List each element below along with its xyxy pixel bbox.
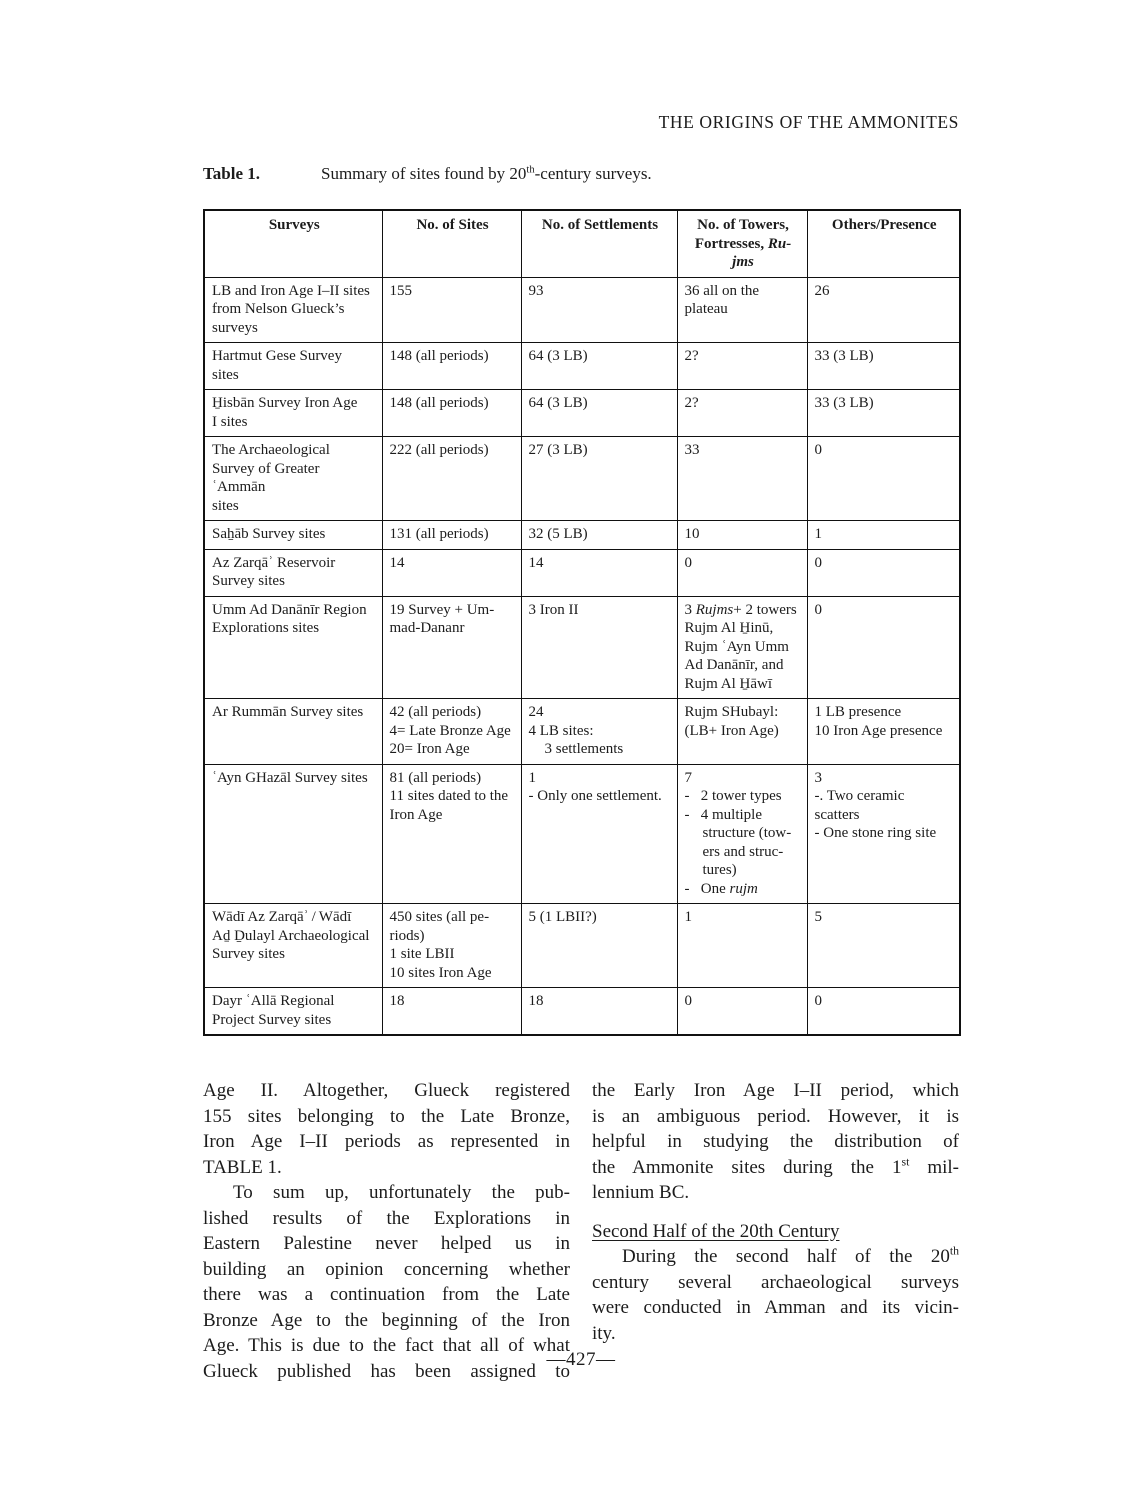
table-cell: 93 xyxy=(521,277,677,343)
table-cell: 32 (5 LB) xyxy=(521,521,677,550)
table-cell: Ar Rummān Survey sites xyxy=(204,699,382,765)
table-body xyxy=(204,277,960,1035)
column-header: Surveys xyxy=(204,210,382,277)
table-row xyxy=(204,277,960,343)
text-line: were conducted in Amman and its vicin- xyxy=(592,1297,959,1318)
table-cell: 0 xyxy=(677,549,807,596)
table-cell: H̱isbān Survey Iron Age I sites xyxy=(204,390,382,437)
text-line: lennium BC. xyxy=(592,1182,690,1203)
table-cell: Umm Ad Danānīr Region Explorations sites xyxy=(204,596,382,699)
column-header: No. of Sites xyxy=(382,210,521,277)
column-header: Others/Presence xyxy=(807,210,960,277)
table-cell: 5 xyxy=(807,904,960,988)
text-line: lished results of the Explorations in xyxy=(203,1207,570,1229)
column-header: No. of Towers, Fortresses, Ru- jms xyxy=(677,210,807,277)
text-line: Eastern Palestine never helped us in xyxy=(203,1233,570,1254)
table-cell: 148 (all periods) xyxy=(382,343,521,390)
text-line: helpful in studying the distribution of xyxy=(592,1131,959,1152)
table-cell: 27 (3 LB) xyxy=(521,437,677,521)
table-caption xyxy=(203,164,959,184)
table-cell: 155 xyxy=(382,277,521,343)
text-line: 155 sites belonging to the Late Bronze, xyxy=(203,1105,570,1127)
page-number: —427— xyxy=(546,1349,616,1370)
table-cell: 42 (all periods) 4= Late Bronze Age 20= Iron Age xyxy=(382,699,521,765)
table-cell: The Archaeological Survey of Greater ʿAmmān sites xyxy=(204,437,382,521)
table-cell: 148 (all periods) xyxy=(382,390,521,437)
text-line: TABLE 1. xyxy=(203,1156,282,1178)
table-cell: 2? xyxy=(677,390,807,437)
table-row xyxy=(204,596,960,699)
column-header: No. of Settlements xyxy=(521,210,677,277)
table-cell: 0 xyxy=(807,988,960,1036)
table-cell: 33 xyxy=(677,437,807,521)
table-cell: 1 - Only one settlement. xyxy=(521,764,677,904)
text-line: Age. This is due to the fact that all of what xyxy=(203,1335,570,1356)
table-row xyxy=(204,904,960,988)
table-cell: 81 (all periods) 11 sites dated to the Iron Age xyxy=(382,764,521,904)
table-cell: Hartmut Gese Survey sites xyxy=(204,343,382,390)
text-line: the Early Iron Age I–II period, which xyxy=(592,1080,959,1101)
table-cell: 24 4 LB sites: 3 settlements xyxy=(521,699,677,765)
table-cell: 18 xyxy=(521,988,677,1036)
table-cell: 222 (all periods) xyxy=(382,437,521,521)
table-cell: 64 (3 LB) xyxy=(521,390,677,437)
table-cell: 10 xyxy=(677,521,807,550)
table-row xyxy=(204,390,960,437)
table-cell: 0 xyxy=(807,596,960,699)
table-cell: 14 xyxy=(382,549,521,596)
table-cell: 1 xyxy=(677,904,807,988)
table-cell: 0 xyxy=(807,437,960,521)
table-cell: 64 (3 LB) xyxy=(521,343,677,390)
table-row xyxy=(204,437,960,521)
section-heading: Second Half of the 20th Century xyxy=(592,1220,840,1242)
table-row xyxy=(204,988,960,1036)
text-line: the Ammonite sites during the 1st mil- xyxy=(592,1155,959,1178)
table-cell: 0 xyxy=(677,988,807,1036)
table-cell: 3 Rujms+ 2 towers Rujm Al H̱inū, Rujm ʿAyn Umm Ad Danānīr, and Rujm Al H̱āwī xyxy=(677,596,807,699)
text-line: there was a continuation from the Late xyxy=(203,1284,570,1305)
table-row xyxy=(204,699,960,765)
table-cell: 19 Survey + Um- mad-Dananr xyxy=(382,596,521,699)
table-cell: 450 sites (all pe- riods) 1 site LBII 10 sites Iron Age xyxy=(382,904,521,988)
table-row xyxy=(204,549,960,596)
table-row xyxy=(204,521,960,550)
italic-text: Ru- xyxy=(767,235,792,252)
table-cell: 7 - 2 tower types - 4 multiple structure (tow- ers and struc- tures) - One rujm xyxy=(677,764,807,904)
table-caption-text: Summary of sites found by 20th-century surveys. xyxy=(321,164,652,183)
table-cell: 33 (3 LB) xyxy=(807,343,960,390)
italic-text: Rujms xyxy=(695,601,734,618)
text-line: To sum up, unfortunately the pub- xyxy=(233,1182,570,1203)
text-line: is an ambiguous period. However, it is xyxy=(592,1105,959,1127)
table-cell: Dayr ʿAllā Regional Project Survey sites xyxy=(204,988,382,1036)
table-cell: LB and Iron Age I–II sites from Nelson Glueck’s surveys xyxy=(204,277,382,343)
text-line xyxy=(592,1206,959,1219)
text-line: century several archaeological surveys xyxy=(592,1271,959,1293)
table-caption-label: Table 1. xyxy=(203,164,261,183)
table-row xyxy=(204,343,960,390)
table-cell: 5 (1 LBII?) xyxy=(521,904,677,988)
text-line: Glueck published has been assigned to xyxy=(203,1360,570,1382)
table-cell: 2? xyxy=(677,343,807,390)
survey-summary-table xyxy=(203,209,961,1036)
text-line: During the second half of the 20th xyxy=(622,1244,959,1267)
table-cell: Rujm SHubayl: (LB+ Iron Age) xyxy=(677,699,807,765)
table-cell: 26 xyxy=(807,277,960,343)
running-head: THE ORIGINS OF THE AMMONITES xyxy=(658,112,959,132)
table-cell: 14 xyxy=(521,549,677,596)
table-cell: 36 all on the plateau xyxy=(677,277,807,343)
table-cell: 0 xyxy=(807,549,960,596)
text-line: Bronze Age to the beginning of the Iron xyxy=(203,1309,570,1331)
table-cell: 1 xyxy=(807,521,960,550)
table-cell: ʿAyn GHazāl Survey sites xyxy=(204,764,382,904)
table-cell: 3 -. Two ceramic scatters - One stone ring site xyxy=(807,764,960,904)
text-line: Age II. Altogether, Glueck registered xyxy=(203,1080,570,1101)
body-col-left xyxy=(203,1078,570,1384)
table-cell: 3 Iron II xyxy=(521,596,677,699)
text-line: building an opinion concerning whether xyxy=(203,1258,570,1280)
table-row xyxy=(204,764,960,904)
table-cell: 131 (all periods) xyxy=(382,521,521,550)
table-cell: Wādī Az Zarqāʾ / Wādī Aḏ Ḏulayl Archaeological Survey sites xyxy=(204,904,382,988)
italic-text: rujm xyxy=(729,880,758,897)
text-line: ity. xyxy=(592,1322,616,1344)
table-cell: 1 LB presence 10 Iron Age presence xyxy=(807,699,960,765)
superscript: st xyxy=(901,1155,910,1169)
body-text xyxy=(203,1078,959,1384)
table-header-row xyxy=(204,210,960,277)
table-cell: Saẖāb Survey sites xyxy=(204,521,382,550)
body-col-right xyxy=(592,1078,959,1384)
superscript: th xyxy=(949,1244,959,1258)
italic-text: jms xyxy=(732,254,754,270)
text-line: Iron Age I–II periods as represented in xyxy=(203,1131,570,1152)
table-cell: Az Zarqāʾ Reservoir Survey sites xyxy=(204,549,382,596)
table-cell: 18 xyxy=(382,988,521,1036)
table-cell: 33 (3 LB) xyxy=(807,390,960,437)
